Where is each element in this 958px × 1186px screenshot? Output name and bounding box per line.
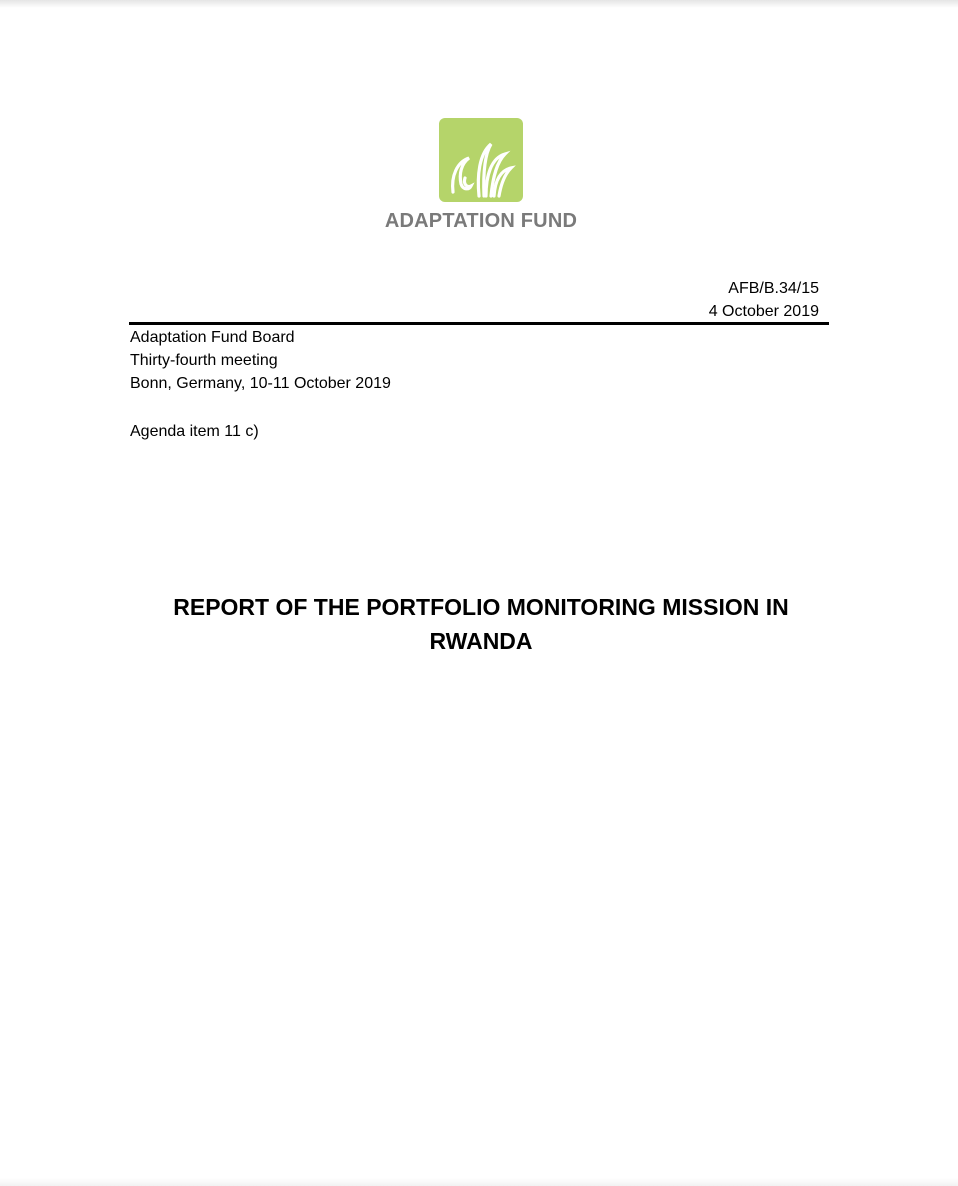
document-title: [130, 590, 832, 658]
document-number: AFB/B.34/15: [728, 280, 819, 297]
document-date: 4 October 2019: [708, 303, 819, 320]
meeting-info: [130, 326, 391, 395]
meeting-location-date: Bonn, Germany, 10-11 October 2019: [130, 375, 391, 392]
document-reference: [709, 277, 819, 323]
viewer-top-shadow: [0, 0, 958, 8]
logo-wordmark: ADAPTATION FUND: [384, 210, 578, 232]
adaptation-fund-logo-icon: [439, 118, 523, 202]
title-line-2: RWANDA: [429, 628, 533, 654]
board-name: Adaptation Fund Board: [130, 329, 295, 346]
title-line-1: REPORT OF THE PORTFOLIO MONITORING MISSION IN: [173, 594, 789, 620]
agenda-item: Agenda item 11 c): [130, 423, 259, 440]
viewer-bottom-shadow: [0, 1178, 958, 1186]
meeting-session: Thirty-fourth meeting: [130, 352, 278, 369]
header-divider: [129, 322, 829, 325]
